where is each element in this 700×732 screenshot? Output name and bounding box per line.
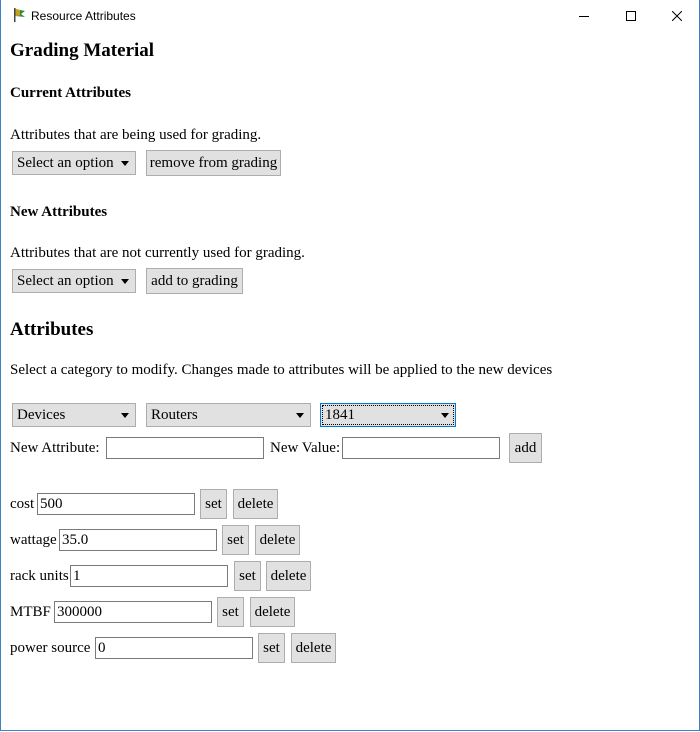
maximize-button[interactable] (608, 0, 654, 31)
current-attributes-heading: Current Attributes (10, 85, 131, 101)
delete-button[interactable]: delete (291, 633, 336, 663)
attribute-value-input[interactable]: 35.0 (59, 529, 217, 551)
chevron-down-icon (441, 413, 449, 418)
delete-button[interactable]: delete (250, 597, 295, 627)
new-attributes-select[interactable] (12, 269, 136, 293)
chevron-down-icon (296, 413, 304, 418)
attribute-value-input[interactable]: 300000 (54, 601, 212, 623)
attribute-value-input[interactable]: 1 (70, 565, 228, 587)
device-type-select[interactable] (146, 403, 311, 427)
add-to-grading-button[interactable]: add to grading (146, 268, 243, 294)
new-attribute-input[interactable] (106, 437, 264, 459)
close-icon (672, 11, 682, 21)
attributes-description: Select a category to modify. Changes made to attributes will be applied to the new devices (10, 362, 553, 378)
new-attributes-description: Attributes that are not currently used for grading. (10, 245, 305, 261)
device-type-select-value: Routers (151, 406, 198, 423)
new-attribute-label: New Attribute: (10, 440, 100, 456)
title-bar[interactable] (1, 0, 699, 31)
new-attributes-heading: New Attributes (10, 204, 108, 220)
set-button[interactable]: set (217, 597, 244, 627)
attribute-name: rack units (10, 568, 69, 584)
page-title: Grading Material (10, 40, 155, 61)
remove-from-grading-button[interactable]: remove from grading (146, 150, 281, 176)
delete-button[interactable]: delete (255, 525, 300, 555)
attribute-name: wattage (10, 532, 57, 548)
chevron-down-icon (121, 279, 129, 284)
delete-button[interactable]: delete (233, 489, 278, 519)
delete-button[interactable]: delete (266, 561, 311, 591)
add-attribute-button[interactable]: add (509, 433, 542, 463)
attribute-name: MTBF (10, 604, 51, 620)
new-value-input[interactable] (342, 437, 500, 459)
set-button[interactable]: set (234, 561, 261, 591)
current-attributes-select[interactable] (12, 151, 136, 175)
category-select-value: Devices (17, 406, 66, 423)
chevron-down-icon (121, 161, 129, 166)
chevron-down-icon (121, 413, 129, 418)
close-button[interactable] (654, 0, 700, 31)
current-attributes-description: Attributes that are being used for grading. (10, 127, 262, 143)
attribute-value-input[interactable]: 0 (95, 637, 253, 659)
set-button[interactable]: set (200, 489, 227, 519)
new-attributes-select-value: Select an option (17, 272, 114, 289)
device-model-select-value: 1841 (325, 406, 355, 423)
device-model-select[interactable] (320, 403, 456, 427)
category-select[interactable] (12, 403, 136, 427)
maximize-icon (626, 11, 636, 21)
set-button[interactable]: set (222, 525, 249, 555)
attribute-value-input[interactable]: 500 (37, 493, 195, 515)
attribute-name: cost (10, 496, 35, 512)
current-attributes-select-value: Select an option (17, 154, 114, 171)
attributes-heading: Attributes (10, 319, 94, 340)
minimize-icon (579, 11, 589, 21)
window-title: Resource Attributes (31, 9, 136, 23)
new-value-label: New Value: (270, 440, 341, 456)
attribute-name: power source (10, 640, 91, 656)
set-button[interactable]: set (258, 633, 285, 663)
minimize-button[interactable] (561, 0, 607, 31)
flag-app-icon (11, 7, 27, 23)
